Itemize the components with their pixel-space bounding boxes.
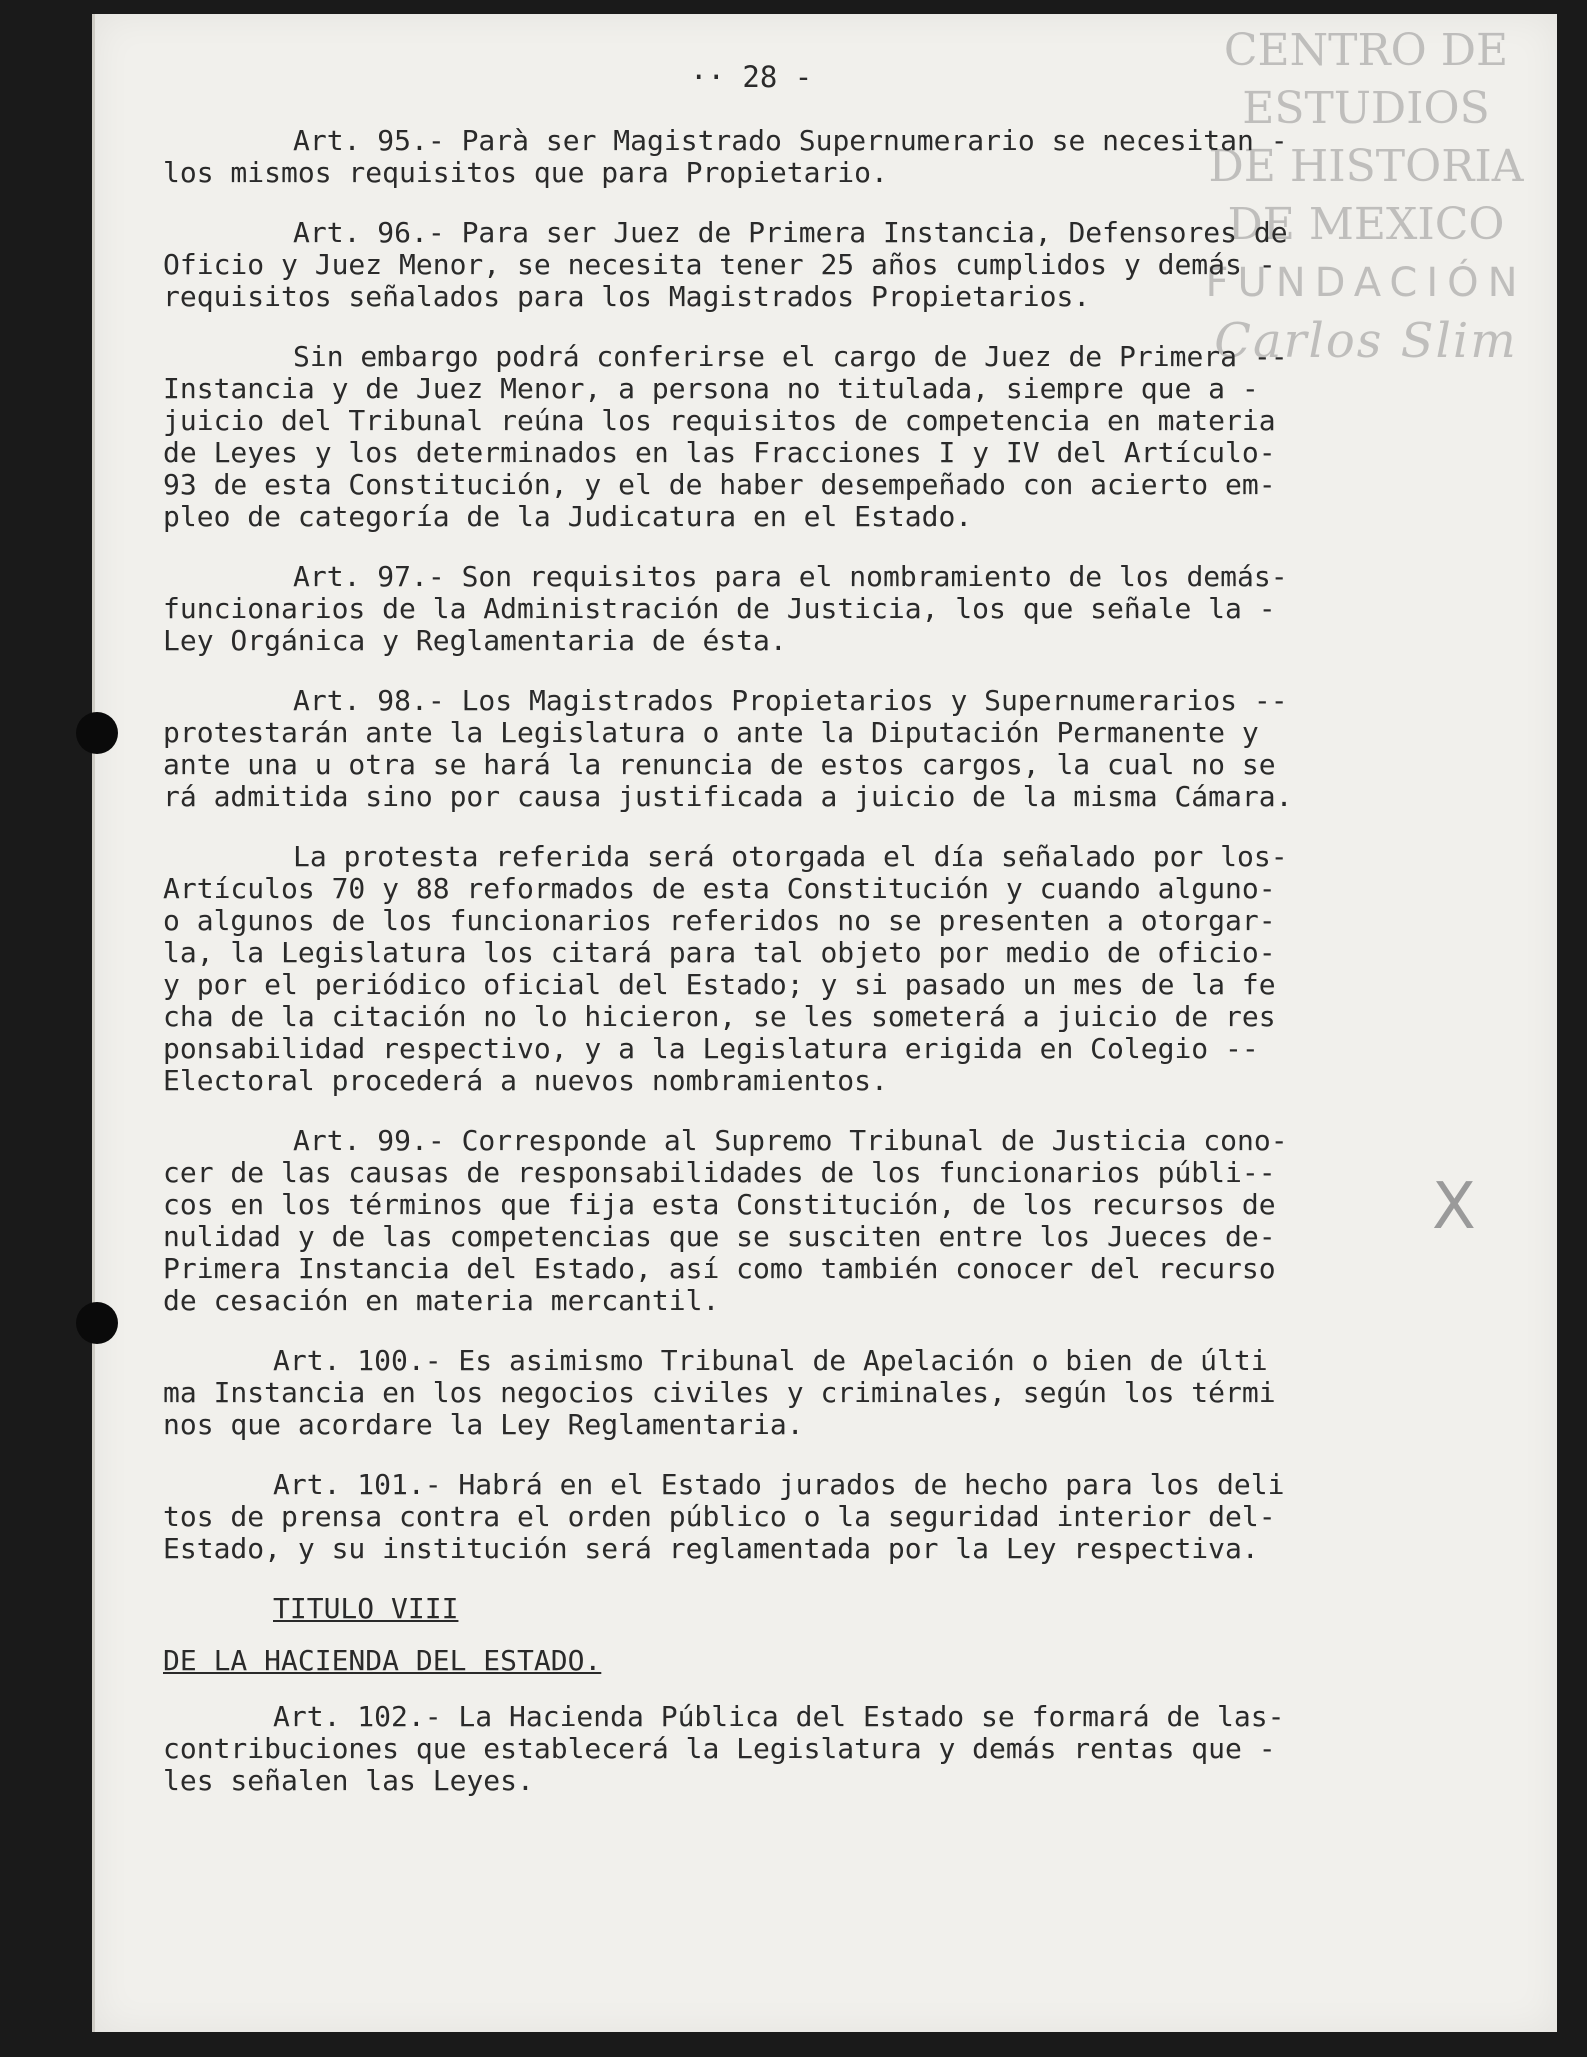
text-line: Estado, y su institución será reglamentada por la Ley respectiva. (163, 1532, 1259, 1565)
text-line: 93 de esta Constitución, y el de haber desempeñado con acierto em- (163, 468, 1276, 501)
title-heading: TITULO VIII (273, 1592, 459, 1625)
text-line: Art. 95.- Parà ser Magistrado Supernumerario se necesitan - (293, 124, 1288, 157)
text-line: Artículos 70 y 88 reformados de esta Constitución y cuando alguno- (163, 872, 1276, 905)
punch-hole (76, 712, 118, 754)
text-line: ma Instancia en los negocios civiles y criminales, según los térmi (163, 1376, 1276, 1409)
text-line: Ley Orgánica y Reglamentaria de ésta. (163, 624, 787, 657)
section-heading: DE LA HACIENDA DEL ESTADO. (163, 1644, 602, 1677)
text-line: ante una u otra se hará la renuncia de estos cargos, la cual no se (163, 748, 1276, 781)
document-body (163, 125, 1413, 1825)
article-99 (163, 1125, 1413, 1317)
text-line: contribuciones que establecerá la Legislatura y demás rentas que - (163, 1732, 1276, 1765)
text-line: Electoral procederá a nuevos nombramientos. (163, 1064, 888, 1097)
article-98 (163, 685, 1413, 813)
article-98-paragraph-2 (163, 841, 1413, 1097)
text-line: ponsabilidad respectivo, y a la Legislatura erigida en Colegio -- (163, 1032, 1259, 1065)
article-100 (163, 1345, 1413, 1441)
text-line: cer de las causas de responsabilidades de los funcionarios públi-- (163, 1156, 1276, 1189)
text-line: Art. 97.- Son requisitos para el nombramiento de los demás- (293, 560, 1288, 593)
watermark-line: DE HISTORIA (1208, 141, 1524, 192)
text-line: de Leyes y los determinados en las Fracciones I y IV del Artículo- (163, 436, 1276, 469)
text-line: y por el periódico oficial del Estado; y si pasado un mes de la fe (163, 968, 1276, 1001)
text-line: Sin embargo podrá conferirse el cargo de Juez de Primera -- (293, 340, 1288, 373)
text-line: Instancia y de Juez Menor, a persona no titulada, siempre que a - (163, 372, 1259, 405)
text-line: los mismos requisitos que para Propietario. (163, 156, 888, 189)
text-line: requisitos señalados para los Magistrados Propietarios. (163, 280, 1091, 313)
text-line: Art. 98.- Los Magistrados Propietarios y Supernumerarios -- (293, 684, 1288, 717)
page-number: ·· 28 - (690, 60, 813, 94)
text-line: Art. 101.- Habrá en el Estado jurados de hecho para los deli (273, 1468, 1285, 1501)
text-line: juicio del Tribunal reúna los requisitos de competencia en materia (163, 404, 1276, 437)
text-line: o algunos de los funcionarios referidos no se presenten a otorgar- (163, 904, 1276, 937)
text-line: pleo de categoría de la Judicatura en el Estado. (163, 500, 973, 533)
text-line: rá admitida sino por causa justificada a juicio de la misma Cámara. (163, 780, 1293, 813)
text-line: Art. 102.- La Hacienda Pública del Estado se formará de las- (273, 1700, 1285, 1733)
article-102 (163, 1701, 1413, 1797)
article-97 (163, 561, 1413, 657)
punch-hole (76, 1302, 118, 1344)
text-line: funcionarios de la Administración de Justicia, los que señale la - (163, 592, 1276, 625)
article-96 (163, 217, 1413, 313)
text-line: protestarán ante la Legislatura o ante la Diputación Permanente y (163, 716, 1259, 749)
text-line: cos en los términos que fija esta Constitución, de los recursos de (163, 1188, 1276, 1221)
text-line: Art. 100.- Es asimismo Tribunal de Apelación o bien de últi (273, 1344, 1268, 1377)
watermark-foundation: FUNDACIÓN (1205, 260, 1527, 306)
text-line: Oficio y Juez Menor, se necesita tener 25 años cumplidos y demás - (163, 248, 1276, 281)
text-line: Art. 99.- Corresponde al Supremo Tribunal de Justicia cono- (293, 1124, 1288, 1157)
text-line: nos que acordare la Ley Reglamentaria. (163, 1408, 804, 1441)
text-line: La protesta referida será otorgada el día señalado por los- (293, 840, 1288, 873)
watermark-line: ESTUDIOS (1242, 83, 1490, 134)
text-line: Primera Instancia del Estado, así como también conocer del recurso (163, 1252, 1276, 1285)
text-line: la, la Legislatura los citará para tal objeto por medio de oficio- (163, 936, 1276, 969)
text-line: tos de prensa contra el orden público o la seguridad interior del- (163, 1500, 1276, 1533)
text-line: nulidad y de las competencias que se susciten entre los Jueces de- (163, 1220, 1276, 1253)
text-line: les señalen las Leyes. (163, 1764, 534, 1797)
article-96-paragraph-2 (163, 341, 1413, 533)
text-line: Art. 96.- Para ser Juez de Primera Instancia, Defensores de (293, 216, 1288, 249)
watermark-signature: Carlos Slim (1214, 313, 1518, 369)
watermark-line: DE MEXICO (1227, 199, 1505, 250)
watermark-line: CENTRO DE (1223, 25, 1509, 76)
text-line: cha de la citación no lo hicieron, se les someterá a juicio de res (163, 1000, 1276, 1033)
article-101 (163, 1469, 1413, 1565)
article-95 (163, 125, 1413, 189)
text-line: de cesación en materia mercantil. (163, 1284, 720, 1317)
margin-mark: X (1432, 1170, 1476, 1244)
